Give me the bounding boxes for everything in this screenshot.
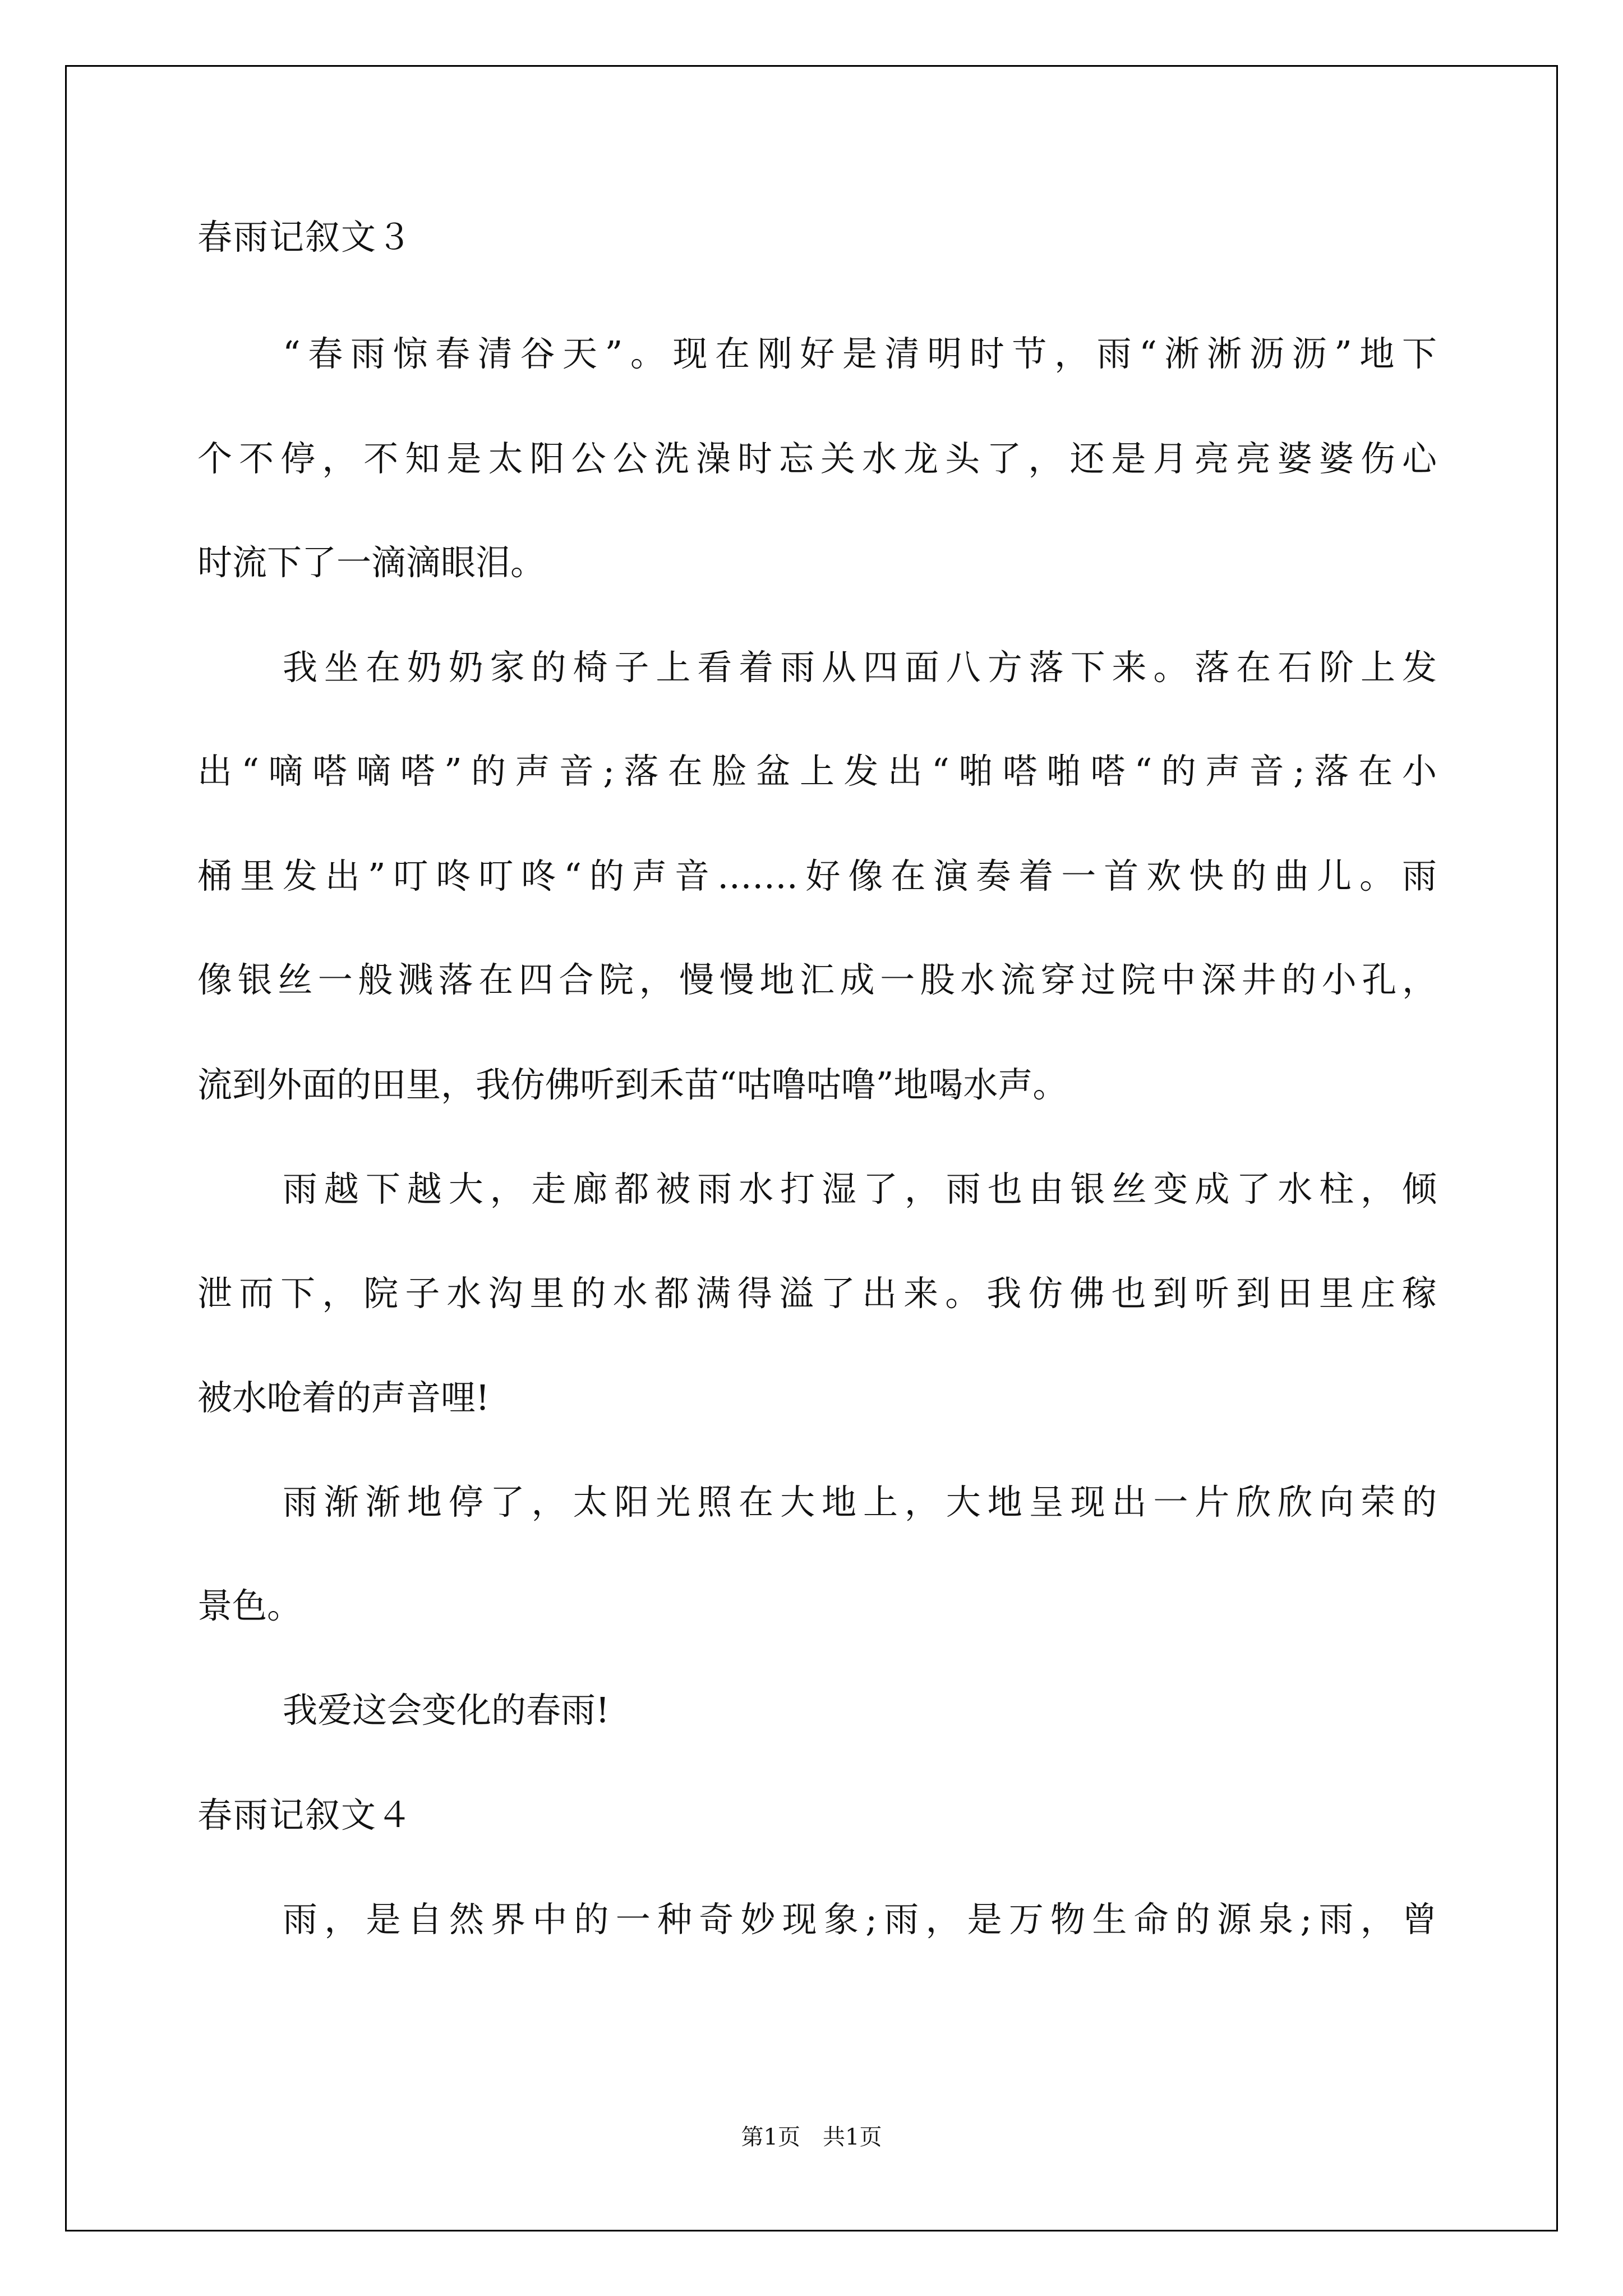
paragraph-line: 我爱这会变化的春雨! [283,1690,610,1731]
paragraph-line: 像银丝一般溅落在四合院，慢慢地汇成一股水流穿过院中深井的小孔， [197,959,1437,1000]
paragraph-line: 时流下了一滴滴眼泪。 [197,542,546,583]
paragraph-line: 我坐在奶奶家的椅子上看着雨从四面八方落下来。落在石阶上发 [283,647,1437,688]
paragraph-line: “春雨惊春清谷天”。现在刚好是清明时节，雨“淅淅沥沥”地下 [283,333,1437,374]
paragraph-line: 出“嘀嗒嘀嗒”的声音;落在脸盆上发出“啪嗒啪嗒“的声音;落在小 [197,751,1437,792]
paragraph-line: 流到外面的田里，我仿佛听到禾苗“咕噜咕噜”地喝水声。 [197,1064,1068,1105]
paragraph-line: 景色。 [197,1585,302,1626]
paragraph-line: 雨越下越大，走廊都被雨水打湿了，雨也由银丝变成了水柱，倾 [283,1168,1437,1209]
paragraph-line: 个不停，不知是太阳公公洗澡时忘关水龙头了，还是月亮亮婆婆伤心 [197,438,1437,479]
paragraph-line: 泄而下，院子水沟里的水都满得溢了出来。我仿佛也到听到田里庄稼 [197,1273,1437,1314]
paragraph-line: 雨，是自然界中的一种奇妙现象;雨，是万物生命的源泉;雨，曾 [283,1899,1437,1940]
paragraph-line: 被水呛着的声音哩! [197,1377,490,1418]
paragraph-line: 雨渐渐地停了，太阳光照在大地上，大地呈现出一片欣欣向荣的 [283,1481,1437,1522]
paragraph-line: 桶里发出”叮咚叮咚“的声音…….好像在演奏着一首欢快的曲儿。雨 [197,855,1437,896]
section-heading-3: 春雨记叙文３ [197,217,413,257]
section-heading-4: 春雨记叙文４ [197,1795,413,1835]
page-footer: 第1页 共1页 [741,2124,882,2150]
